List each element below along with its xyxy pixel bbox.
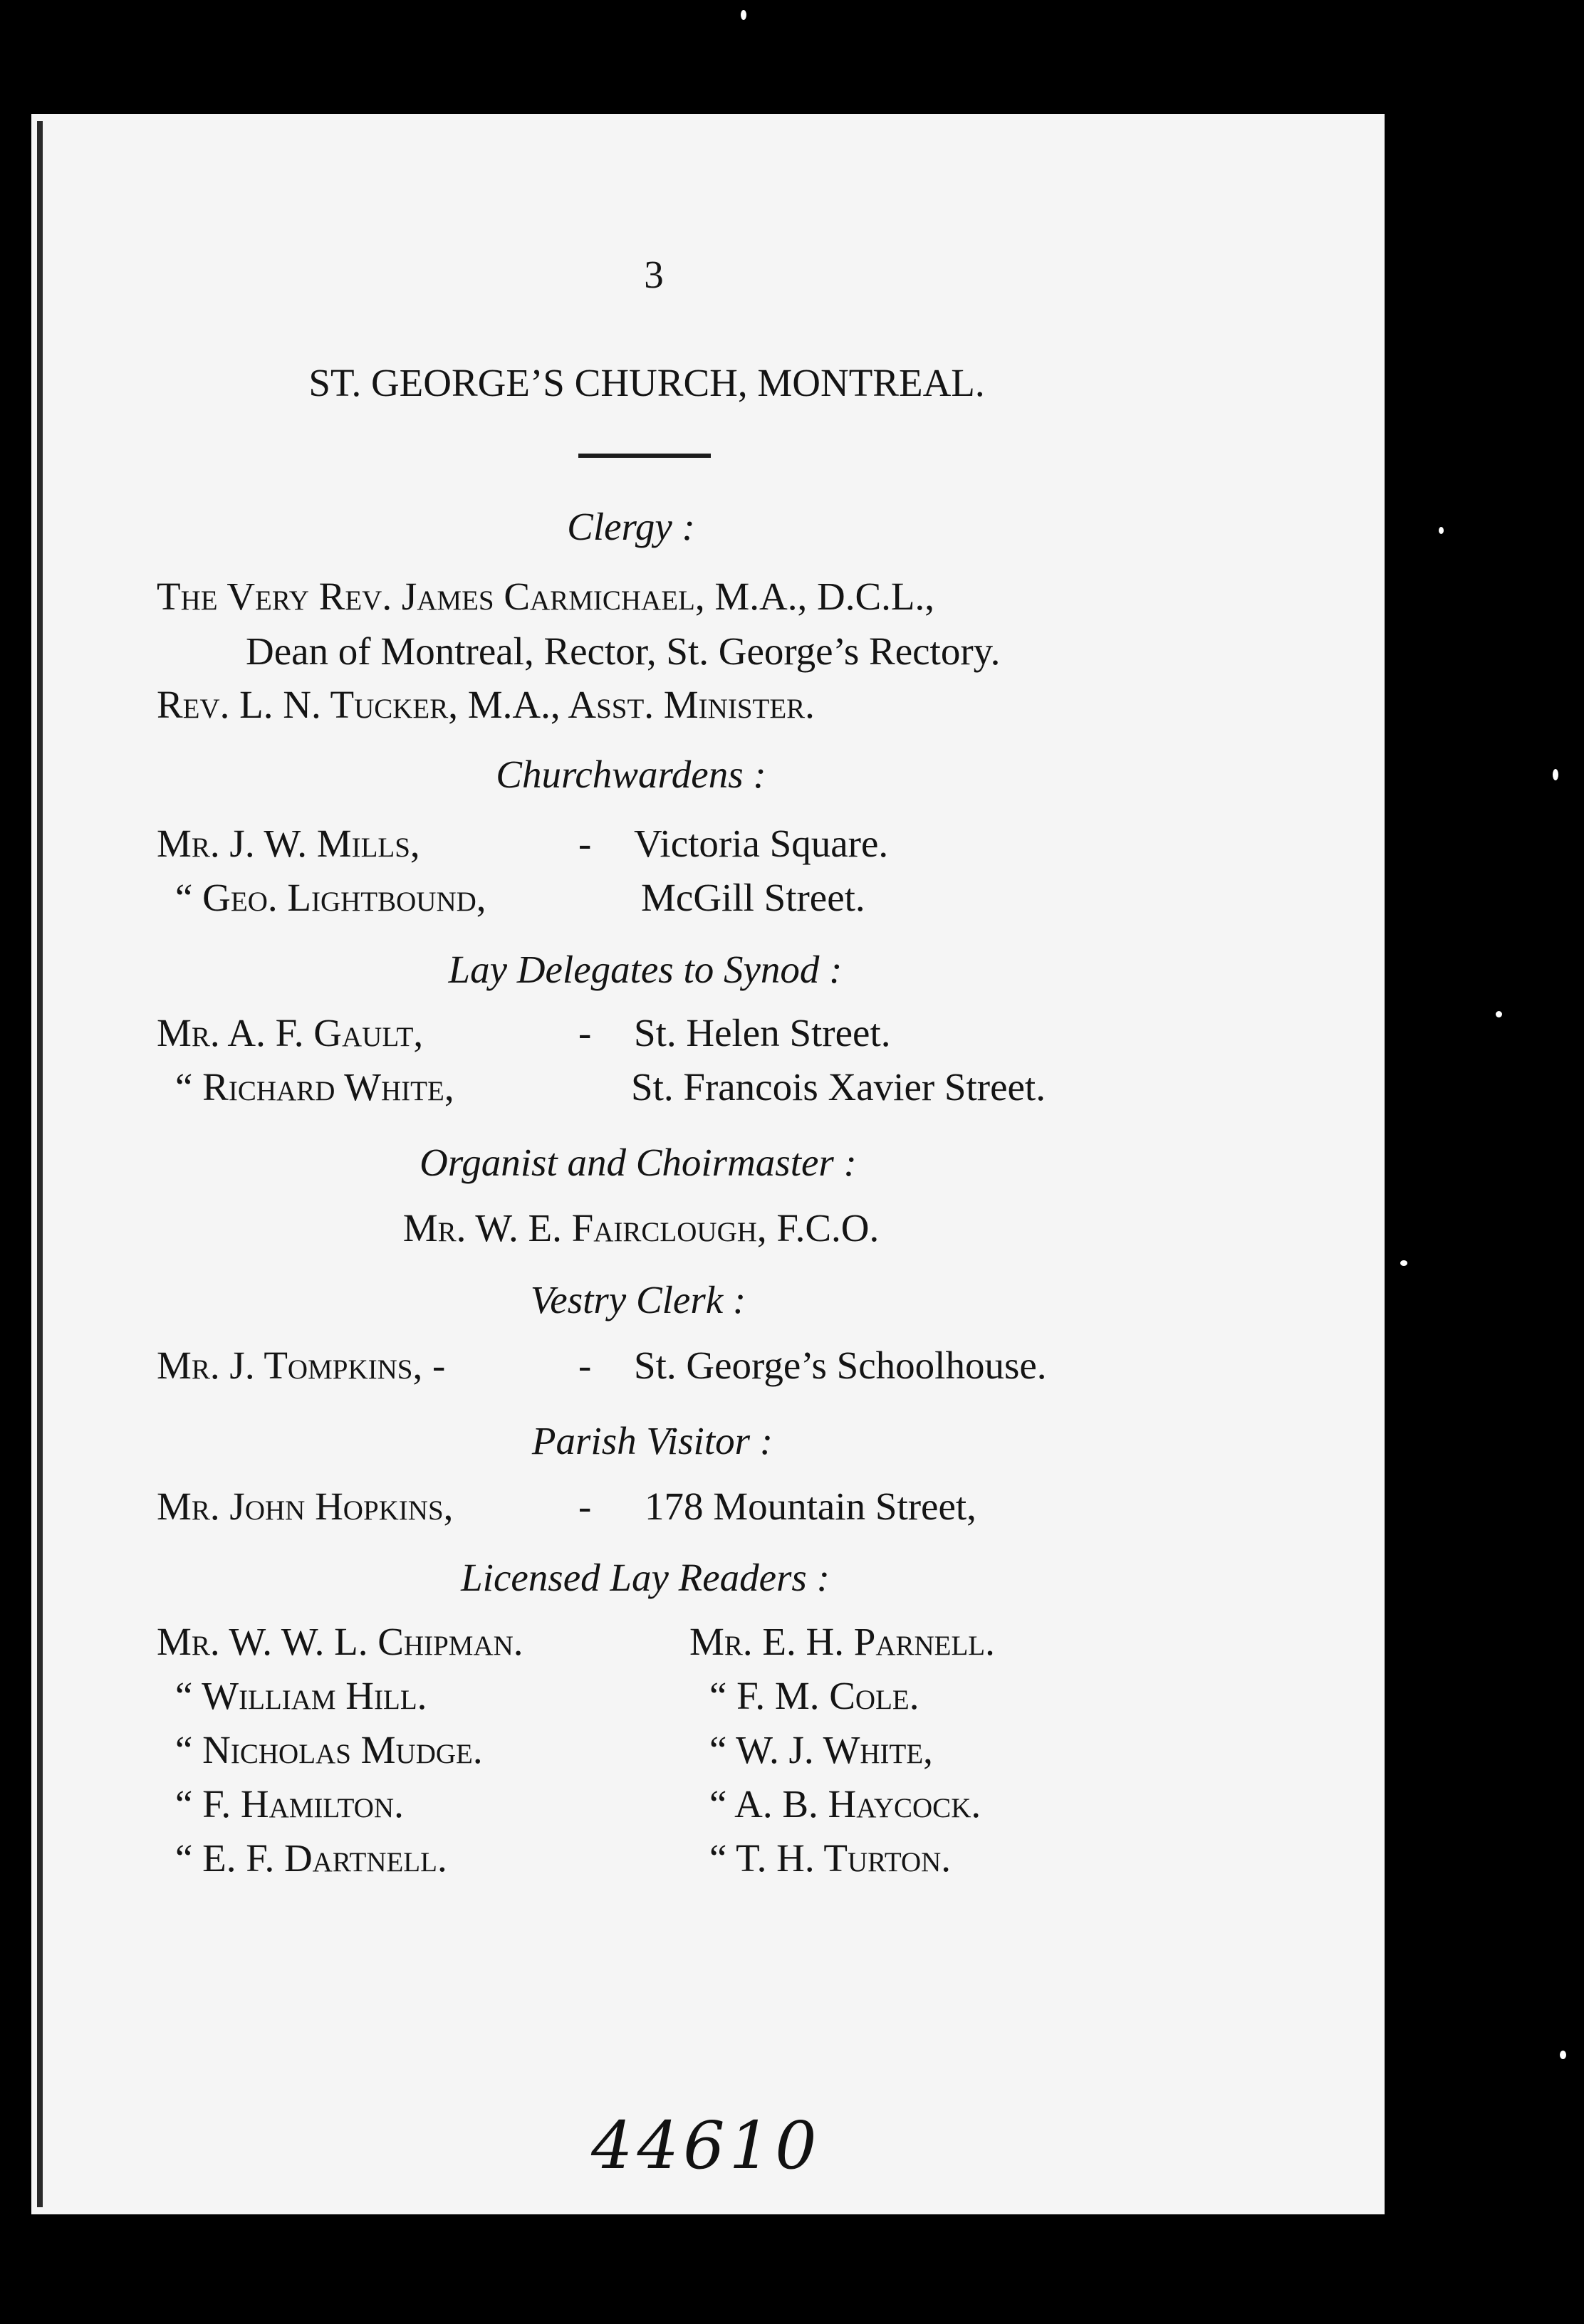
handwritten-number: 44610	[591, 2108, 821, 2184]
lay-reader-left-3: “ Nicholas Mudge.	[175, 1728, 483, 1771]
churchwarden-address-1: Victoria Square.	[634, 822, 889, 865]
scan-speck	[1560, 2051, 1566, 2059]
lay-reader-right-3: “ W. J. White,	[709, 1728, 933, 1771]
title-rule	[578, 454, 711, 458]
lay-delegates-heading: Lay Delegates to Synod :	[448, 948, 843, 991]
delegate-name-2: “ Richard White,	[175, 1065, 454, 1109]
organist-name: Mr. W. E. Fairclough, F.C.O.	[402, 1206, 880, 1250]
delegate-name-1: Mr. A. F. Gault,	[157, 1011, 424, 1054]
lay-readers-heading: Licensed Lay Readers :	[461, 1556, 830, 1599]
lay-reader-left-2: “ William Hill.	[175, 1674, 427, 1717]
delegate-address-1: St. Helen Street.	[634, 1011, 891, 1054]
vestry-clerk-name: Mr. J. Tompkins, -	[157, 1344, 446, 1387]
churchwarden-address-2: McGill Street.	[641, 876, 865, 919]
parish-visitor-heading: Parish Visitor :	[531, 1419, 773, 1462]
organist-heading: Organist and Choirmaster :	[420, 1141, 857, 1184]
clergy-line-2: Dean of Montreal, Rector, St. George’s Rectory.	[246, 629, 1001, 673]
delegate-dash-1: -	[578, 1011, 592, 1054]
scan-speck	[1553, 769, 1558, 780]
vestry-clerk-dash: -	[578, 1344, 592, 1387]
clergy-line-3: Rev. L. N. Tucker, M.A., Asst. Minister.	[157, 683, 815, 726]
clergy-heading: Clergy :	[567, 505, 695, 548]
lay-reader-left-1: Mr. W. W. L. Chipman.	[157, 1620, 523, 1663]
clergy-line-1: The Very Rev. James Carmichael, M.A., D.C.L.,	[157, 575, 934, 618]
churchwarden-name-1: Mr. J. W. Mills,	[157, 822, 420, 865]
scan-speck	[1400, 1260, 1407, 1266]
lay-reader-right-2: “ F. M. Cole.	[709, 1674, 919, 1717]
parish-visitor-address: 178 Mountain Street,	[645, 1485, 976, 1528]
lay-reader-right-4: “ A. B. Haycock.	[709, 1782, 981, 1826]
binding-edge	[37, 121, 43, 2207]
vestry-clerk-address: St. George’s Schoolhouse.	[634, 1344, 1047, 1387]
parish-visitor-dash: -	[578, 1485, 592, 1528]
scan-speck	[741, 10, 746, 20]
page-title: ST. GEORGE’S CHURCH, MONTREAL.	[308, 361, 985, 404]
parish-visitor-name: Mr. John Hopkins,	[157, 1485, 454, 1528]
churchwarden-dash-1: -	[578, 822, 592, 865]
churchwardens-heading: Churchwardens :	[496, 753, 766, 796]
lay-reader-right-1: Mr. E. H. Parnell.	[689, 1620, 995, 1663]
lay-reader-left-4: “ F. Hamilton.	[175, 1782, 404, 1826]
churchwarden-name-2: “ Geo. Lightbound,	[175, 876, 486, 919]
scan-speck	[1439, 527, 1444, 534]
delegate-address-2: St. Francois Xavier Street.	[631, 1065, 1046, 1109]
vestry-clerk-heading: Vestry Clerk :	[530, 1278, 746, 1321]
lay-reader-left-5: “ E. F. Dartnell.	[175, 1836, 447, 1880]
page-number: 3	[644, 253, 664, 296]
lay-reader-right-5: “ T. H. Turton.	[709, 1836, 952, 1880]
scan-speck	[1496, 1011, 1502, 1017]
